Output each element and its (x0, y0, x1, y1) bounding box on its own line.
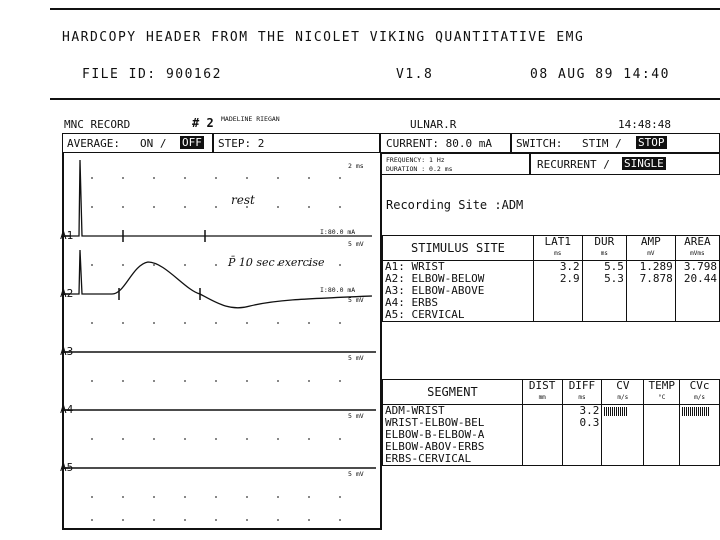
channel-scale-a3: 5 mV (348, 354, 364, 362)
grid-dot (122, 380, 124, 382)
col-dist: DIST mm (522, 380, 562, 405)
grid-dot (308, 519, 310, 521)
col-amp: AMP mV (626, 236, 675, 261)
grid-dot (215, 177, 217, 179)
channel-current-a2: I:80.0 mA (320, 286, 356, 294)
col-segment: SEGMENT (383, 380, 523, 405)
grid-dot (339, 177, 341, 179)
grid-dot (246, 438, 248, 440)
clock: 14:48:48 (618, 118, 671, 131)
grid-dot (91, 177, 93, 179)
grid-dot (91, 264, 93, 266)
grid-dot (246, 496, 248, 498)
grid-dot (184, 322, 186, 324)
grid-dot (153, 496, 155, 498)
grid-dot (277, 380, 279, 382)
average-on-option[interactable]: ON / (140, 137, 167, 150)
record-number: # 2 (192, 116, 214, 130)
hardcopy-title: HARDCOPY HEADER FROM THE NICOLET VIKING QUANTITATIVE EMG (62, 30, 585, 45)
table-row[interactable]: A3: ELBOW-ABOVE (383, 285, 720, 297)
grid-dot (184, 206, 186, 208)
grid-dot (277, 177, 279, 179)
grid-dot (308, 206, 310, 208)
grid-dot (153, 519, 155, 521)
switch-stop-option[interactable]: STOP (638, 136, 665, 149)
table-row[interactable]: A2: ELBOW-BELOW 2.9 5.3 7.878 20.44 (383, 273, 720, 285)
grid-dot (122, 322, 124, 324)
grid-dot (215, 496, 217, 498)
grid-dot (308, 322, 310, 324)
grid-dot (308, 177, 310, 179)
grid-dot (153, 264, 155, 266)
nerve-name: ULNAR.R (410, 118, 457, 131)
grid-dot (122, 206, 124, 208)
table-row[interactable]: ELBOW-ABOV-ERBS (383, 441, 720, 453)
annotation-rest: rest (231, 193, 255, 207)
grid-dot (215, 519, 217, 521)
channel-label-a3: A3 (60, 345, 74, 358)
stimulus-table-header (383, 236, 720, 261)
grid-dot (153, 380, 155, 382)
col-cv: CV m/s (602, 380, 644, 405)
grid-dot (339, 519, 341, 521)
grid-dot (339, 496, 341, 498)
channel-scale-a4: 5 mV (348, 412, 364, 420)
grid-dot (339, 322, 341, 324)
current-value[interactable]: CURRENT: 80.0 mA (386, 137, 492, 150)
grid-dot (277, 438, 279, 440)
grid-dot (246, 380, 248, 382)
grid-dot (153, 206, 155, 208)
channel-label-a4: A4 (60, 403, 74, 416)
grid-dot (339, 206, 341, 208)
timebase-label: 2 ms (348, 162, 364, 170)
segment-table-header (383, 380, 720, 405)
patient-name: MADELINE RIEGAN (221, 115, 280, 123)
grid-dot (91, 380, 93, 382)
channel-scale-a5: 5 mV (348, 470, 364, 478)
grid-dot (91, 322, 93, 324)
grid-dot (91, 496, 93, 498)
table-row[interactable]: ERBS-CERVICAL (383, 453, 720, 466)
grid-dot (277, 496, 279, 498)
col-area: AREA mVms (675, 236, 719, 261)
grid-dot (122, 496, 124, 498)
grid-dot (215, 380, 217, 382)
channel-scale-a2: 5 mV (348, 296, 364, 304)
grid-dot (184, 380, 186, 382)
grid-dot (91, 519, 93, 521)
grid-dot (91, 438, 93, 440)
col-dur: DUR ms (582, 236, 626, 261)
grid-dot (308, 438, 310, 440)
table-row[interactable]: ELBOW-B-ELBOW-A (383, 429, 720, 441)
grid-dot (184, 177, 186, 179)
trace-a2-waveform (64, 250, 372, 308)
grid-dot (277, 206, 279, 208)
channel-scale-a1: 5 mV (348, 240, 364, 248)
grid-dot (308, 380, 310, 382)
grid-dot (308, 496, 310, 498)
grid-dot (122, 264, 124, 266)
grid-dot (153, 438, 155, 440)
switch-label: SWITCH: (516, 137, 563, 150)
grid-dot (339, 438, 341, 440)
average-label: AVERAGE: (67, 137, 120, 150)
single-option[interactable]: SINGLE (624, 157, 664, 170)
grid-dot (184, 264, 186, 266)
recurrent-option[interactable]: RECURRENT / (537, 158, 610, 171)
stimulus-table (382, 235, 720, 322)
switch-stim-option[interactable]: STIM / (582, 137, 622, 150)
date-time: 08 AUG 89 14:40 (530, 67, 670, 82)
channel-current-a1: I:80.0 mA (320, 228, 356, 236)
grid-dot (122, 438, 124, 440)
grid-dot (215, 264, 217, 266)
grid-dot (184, 438, 186, 440)
grid-dot (153, 177, 155, 179)
table-row[interactable]: ADM-WRIST 3.2 (383, 405, 720, 418)
col-cvc: CVc m/s (680, 380, 720, 405)
grid-dot (153, 322, 155, 324)
col-site: STIMULUS SITE (383, 236, 534, 261)
trace-a1-waveform (64, 160, 372, 236)
table-row[interactable]: A1: WRIST 3.2 5.5 1.289 3.798 (383, 261, 720, 274)
grid-dot (184, 519, 186, 521)
segment-table (382, 379, 720, 466)
table-row[interactable]: A5: CERVICAL (383, 309, 720, 322)
col-diff: DIFF ms (562, 380, 602, 405)
grid-dot (91, 206, 93, 208)
average-off-option[interactable]: OFF (182, 136, 202, 149)
channel-label-a5: A5 (60, 461, 74, 474)
channel-label-a2: A2 (60, 287, 74, 300)
grid-dot (339, 380, 341, 382)
grid-dot (339, 264, 341, 266)
grid-dot (277, 519, 279, 521)
grid-dot (277, 322, 279, 324)
duration-value[interactable]: DURATION : 0.2 ms (386, 165, 453, 173)
grid-dot (215, 438, 217, 440)
step-value[interactable]: STEP: 2 (218, 137, 265, 150)
annotation-exercise: P̄ 10 sec exercise (228, 256, 325, 269)
grid-dot (122, 519, 124, 521)
grid-dot (246, 322, 248, 324)
grid-dot (122, 177, 124, 179)
col-lat: LAT1 ms (533, 236, 582, 261)
record-mode: MNC RECORD (64, 118, 131, 131)
grid-dot (215, 322, 217, 324)
version: V1.8 (396, 67, 434, 82)
col-temp: TEMP °C (644, 380, 680, 405)
channel-label-a1: A1 (60, 229, 74, 242)
grid-dot (246, 519, 248, 521)
file-id: FILE ID: 900162 (82, 67, 222, 82)
grid-dot (246, 177, 248, 179)
table-row[interactable]: A4: ERBS (383, 297, 720, 309)
frequency-value[interactable]: FREQUENCY: 1 Hz (386, 156, 445, 164)
table-row[interactable]: WRIST-ELBOW-BEL 0.3 (383, 417, 720, 429)
recording-site: Recording Site :ADM (386, 198, 524, 212)
grid-dot (215, 206, 217, 208)
grid-dot (184, 496, 186, 498)
